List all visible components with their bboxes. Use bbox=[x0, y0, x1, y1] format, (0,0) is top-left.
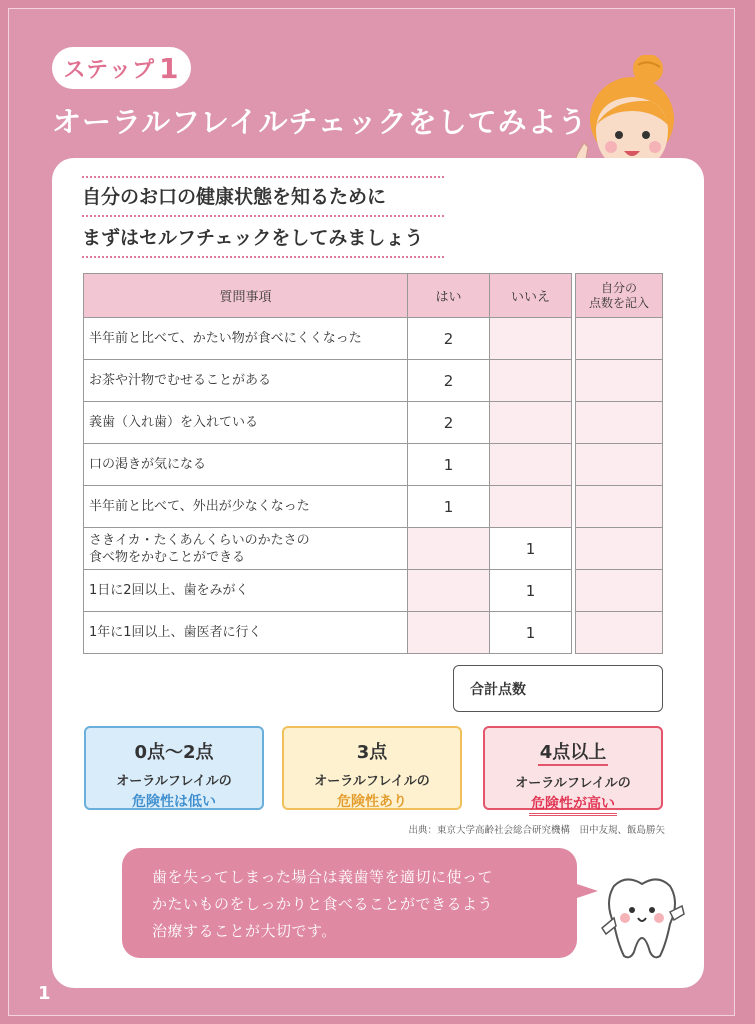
yes-score bbox=[408, 612, 490, 654]
source-citation: 出典：東京大学高齢社会総合研究機構 田中友規、飯島勝矢 bbox=[408, 825, 665, 836]
step-number: 1 bbox=[159, 51, 180, 85]
table-row bbox=[84, 486, 572, 528]
self-score-input[interactable] bbox=[576, 528, 663, 570]
no-score bbox=[490, 360, 572, 402]
question-text: 半年前と比べて、外出が少なくなった bbox=[89, 499, 310, 514]
no-score bbox=[490, 402, 572, 444]
table-row bbox=[84, 318, 572, 360]
question-text: さきイカ・たくあんくらいのかたさの bbox=[89, 532, 310, 548]
check-table bbox=[83, 273, 572, 654]
bubble-tail bbox=[574, 883, 598, 899]
page-title: オーラルフレイルチェックをしてみよう bbox=[52, 105, 588, 139]
advice-line-1: 歯を失ってしまった場合は義歯等を適切に使って bbox=[152, 868, 494, 886]
advice-line-2: かたいものをしっかりと食べることができるよう bbox=[152, 895, 494, 913]
question-cell bbox=[84, 360, 408, 402]
risk-mid-line-1: オーラルフレイルの bbox=[314, 774, 430, 789]
question-text: 半年前と比べて、かたい物が食べにくくなった bbox=[89, 331, 362, 346]
no-score: 1 bbox=[490, 612, 572, 654]
no-score bbox=[490, 444, 572, 486]
self-score-input[interactable] bbox=[576, 570, 663, 612]
risk-low-line-2: 危険性は低い bbox=[132, 794, 216, 810]
table-row bbox=[84, 444, 572, 486]
header-yes: はい bbox=[408, 274, 490, 318]
no-score: 1 bbox=[490, 528, 572, 570]
advice-bubble bbox=[122, 848, 577, 958]
header-self-line-2: 点数を記入 bbox=[588, 295, 649, 310]
question-text: お茶や汁物でむせることがある bbox=[89, 373, 272, 388]
question-cell bbox=[84, 444, 408, 486]
header-no: いいえ bbox=[490, 274, 572, 318]
self-score-input[interactable] bbox=[576, 402, 663, 444]
yes-score bbox=[408, 570, 490, 612]
total-score-box[interactable] bbox=[453, 665, 663, 712]
question-cell bbox=[84, 318, 408, 360]
table-row bbox=[84, 528, 572, 570]
risk-mid-line-2: 危険性あり bbox=[337, 794, 407, 810]
header-self-score bbox=[576, 274, 663, 318]
no-score bbox=[490, 318, 572, 360]
yes-score: 1 bbox=[408, 486, 490, 528]
table-row bbox=[84, 360, 572, 402]
risk-high-box bbox=[483, 726, 663, 810]
yes-score: 2 bbox=[408, 402, 490, 444]
step-badge bbox=[52, 47, 191, 89]
question-cell bbox=[84, 528, 408, 570]
step-label: ステップ bbox=[63, 57, 156, 83]
question-text: 1日に2回以上、歯をみがく bbox=[89, 583, 249, 598]
risk-mid-box bbox=[282, 726, 462, 810]
self-score-input[interactable] bbox=[576, 444, 663, 486]
yes-score: 2 bbox=[408, 360, 490, 402]
header-question: 質問事項 bbox=[84, 274, 408, 318]
question-cell bbox=[84, 570, 408, 612]
yes-score: 2 bbox=[408, 318, 490, 360]
question-text: 義歯（入れ歯）を入れている bbox=[89, 415, 259, 430]
self-score-input[interactable] bbox=[576, 486, 663, 528]
advice-line-3: 治療することが大切です。 bbox=[152, 922, 337, 940]
self-score-input[interactable] bbox=[576, 318, 663, 360]
risk-mid-range: 3点 bbox=[356, 742, 388, 763]
yes-score: 1 bbox=[408, 444, 490, 486]
table-row bbox=[84, 570, 572, 612]
risk-low-line-1: オーラルフレイルの bbox=[116, 774, 232, 789]
question-text: 1年に1回以上、歯医者に行く bbox=[89, 625, 262, 640]
self-score-input[interactable] bbox=[576, 612, 663, 654]
yes-score bbox=[408, 528, 490, 570]
question-text: 口の渇きが気になる bbox=[89, 457, 207, 472]
total-score-label: 合計点数 bbox=[470, 681, 526, 698]
question-text-line-2: 食べ物をかむことができる bbox=[89, 549, 246, 565]
question-cell bbox=[84, 612, 408, 654]
page-number: 1 bbox=[38, 983, 51, 1004]
no-score: 1 bbox=[490, 570, 572, 612]
risk-high-range: 4点以上 bbox=[538, 738, 609, 766]
table-row bbox=[84, 612, 572, 654]
table-header-row bbox=[84, 274, 572, 318]
self-score-input[interactable] bbox=[576, 360, 663, 402]
header-self-line-1: 自分の bbox=[600, 280, 637, 295]
intro-line-2: まずはセルフチェックをしてみましょう bbox=[82, 223, 444, 258]
risk-low-box bbox=[84, 726, 264, 810]
divider bbox=[82, 176, 444, 178]
no-score bbox=[490, 486, 572, 528]
intro-line-1: 自分のお口の健康状態を知るために bbox=[82, 182, 444, 217]
question-cell bbox=[84, 402, 408, 444]
question-cell bbox=[84, 486, 408, 528]
table-row bbox=[84, 402, 572, 444]
risk-high-line-1: オーラルフレイルの bbox=[515, 776, 631, 791]
risk-low-range: 0点〜2点 bbox=[134, 742, 214, 763]
risk-high-line-2: 危険性が高い bbox=[529, 793, 617, 816]
self-score-table bbox=[575, 273, 663, 654]
tooth-mascot-icon bbox=[596, 872, 688, 962]
